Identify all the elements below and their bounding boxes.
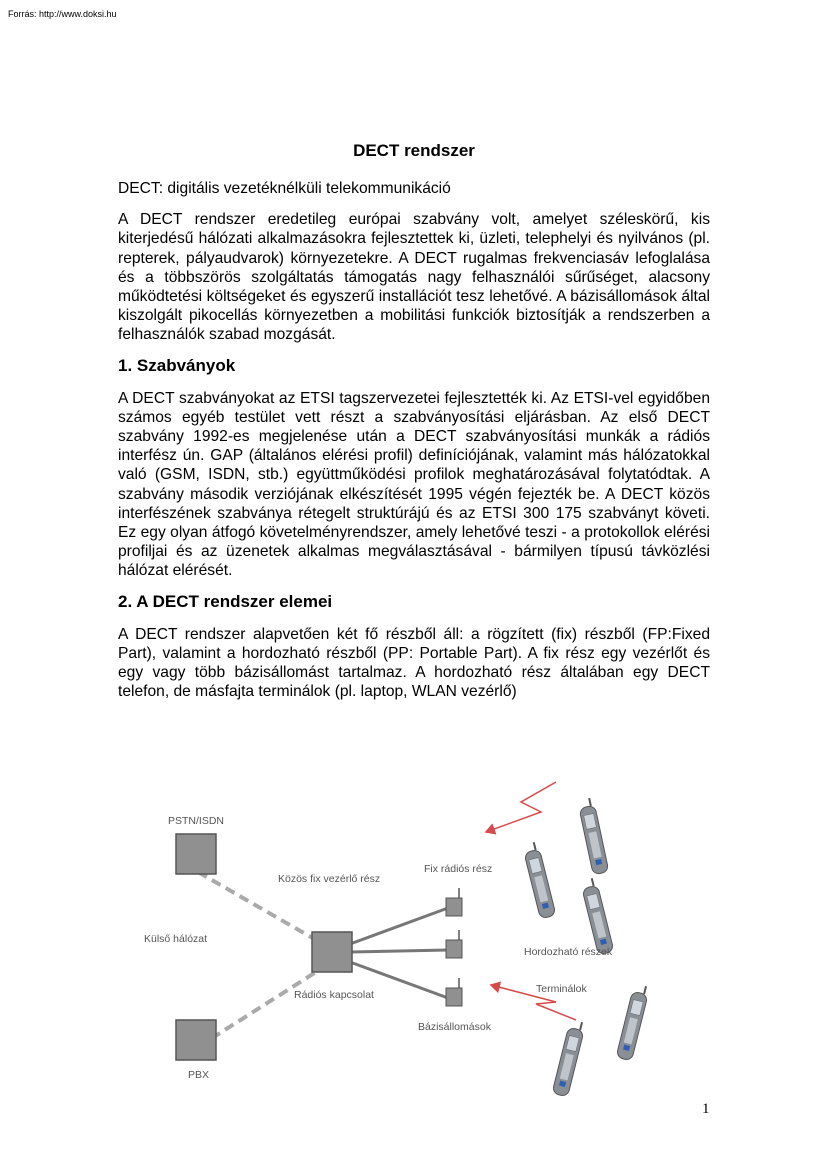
source-url: Forrás: http://www.doksi.hu	[8, 9, 117, 19]
base-stations-label: Bázisállomások	[418, 1021, 491, 1033]
section-2-heading: 2. A DECT rendszer elemei	[118, 591, 333, 611]
section-1-paragraph: A DECT szabványokat az ETSI tagszervezetei fejlesztették ki. Az ETSI-vel egyidőben számos egyéb testület vett részt a szabványosítási eljárásban. Az első DECT szabvány 1992-es megjelenése után a DECT szabványosítási munkák a rádiós interfész ún. GAP (általános elérési profil) definíciójának, valamint más hálózatokkal való (GSM, ISDN, stb.) együttműködési profilok meghatározásával folytatódtak. A szabvány második verziójának elkészítését 1995 végén fejezték be. A DECT közös interfészének szabványa rétegelt struktúrájú és az ETSI 300 175 szabványt követi. Ez egy olyan átfogó követelményrendszer, amely lehetővé teszi - a protokollok elérési profiljai és az üzenetek alkalmas megválasztásával - bármilyen típusú távközlési hálózat elérését.	[118, 389, 710, 580]
portable-parts-label: Hordozható részek	[524, 946, 613, 958]
document-body	[118, 140, 710, 711]
pbx-box	[176, 1020, 216, 1060]
radio-link-label: Rádiós kapcsolat	[294, 989, 374, 1001]
page-number: 1	[702, 1101, 710, 1117]
link-base-1	[350, 908, 448, 944]
phone-icon	[522, 841, 556, 919]
page-title: DECT rendszer	[353, 141, 475, 160]
pstn-isdn-label: PSTN/ISDN	[168, 815, 225, 827]
base-station-3	[446, 978, 462, 1006]
section-2-paragraph: A DECT rendszer alapvetően két fő részből áll: a rögzített (fix) részből (FP:Fixed Part), valamint a hordozható részből (PP: Portable Part). A fix rész egy vezérlőt és egy vagy több bázisállomást tartalmaz. A hordozható rész általában egy DECT telefon, de másfajta terminálok (pl. laptop, WLAN vezérlő)	[118, 625, 710, 701]
intro-paragraph: A DECT rendszer eredetileg európai szabvány volt, amelyet széleskörű, kis kiterjedésű hálózati alkalmazásokra fejlesztettek ki, üzleti, telephelyi és nyilvános (pl. repterek, pályaudvarok) környezetekre. A DECT rugalmas frekvenciasáv lefoglalása és a többszörös szolgáltatás támogatás nagy felhasználói sűrűséget, alacsony működtetési költségeket és egyszerű installációt tesz lehetővé. A bázisállomások által kiszolgált pikocellás környezetben a mobilitási funkciók biztosítják a rendszerben a felhasználók szabad mozgását.	[118, 211, 710, 344]
common-controller-box	[312, 932, 352, 972]
phone-icon	[577, 797, 608, 875]
pbx-label: PBX	[188, 1069, 210, 1081]
base-station-1	[446, 888, 462, 916]
pstn-isdn-box	[176, 834, 216, 874]
radio-wave-top	[486, 782, 556, 832]
phone-icon	[580, 877, 614, 955]
subtitle: DECT: digitális vezetéknélküli telekommunikáció	[118, 180, 451, 197]
section-1-heading: 1. Szabványok	[118, 355, 236, 375]
terminals-label: Terminálok	[536, 983, 587, 995]
controller-label: Közös fix vezérlő rész	[278, 873, 381, 885]
phone-icon	[552, 1019, 586, 1097]
dect-system-diagram	[136, 772, 696, 1102]
phone-icon	[616, 983, 650, 1061]
base-station-2	[446, 930, 462, 958]
fix-radio-label: Fix rádiós rész	[424, 863, 493, 875]
link-base-2	[350, 950, 448, 952]
external-network-label: Külső hálózat	[144, 933, 208, 945]
